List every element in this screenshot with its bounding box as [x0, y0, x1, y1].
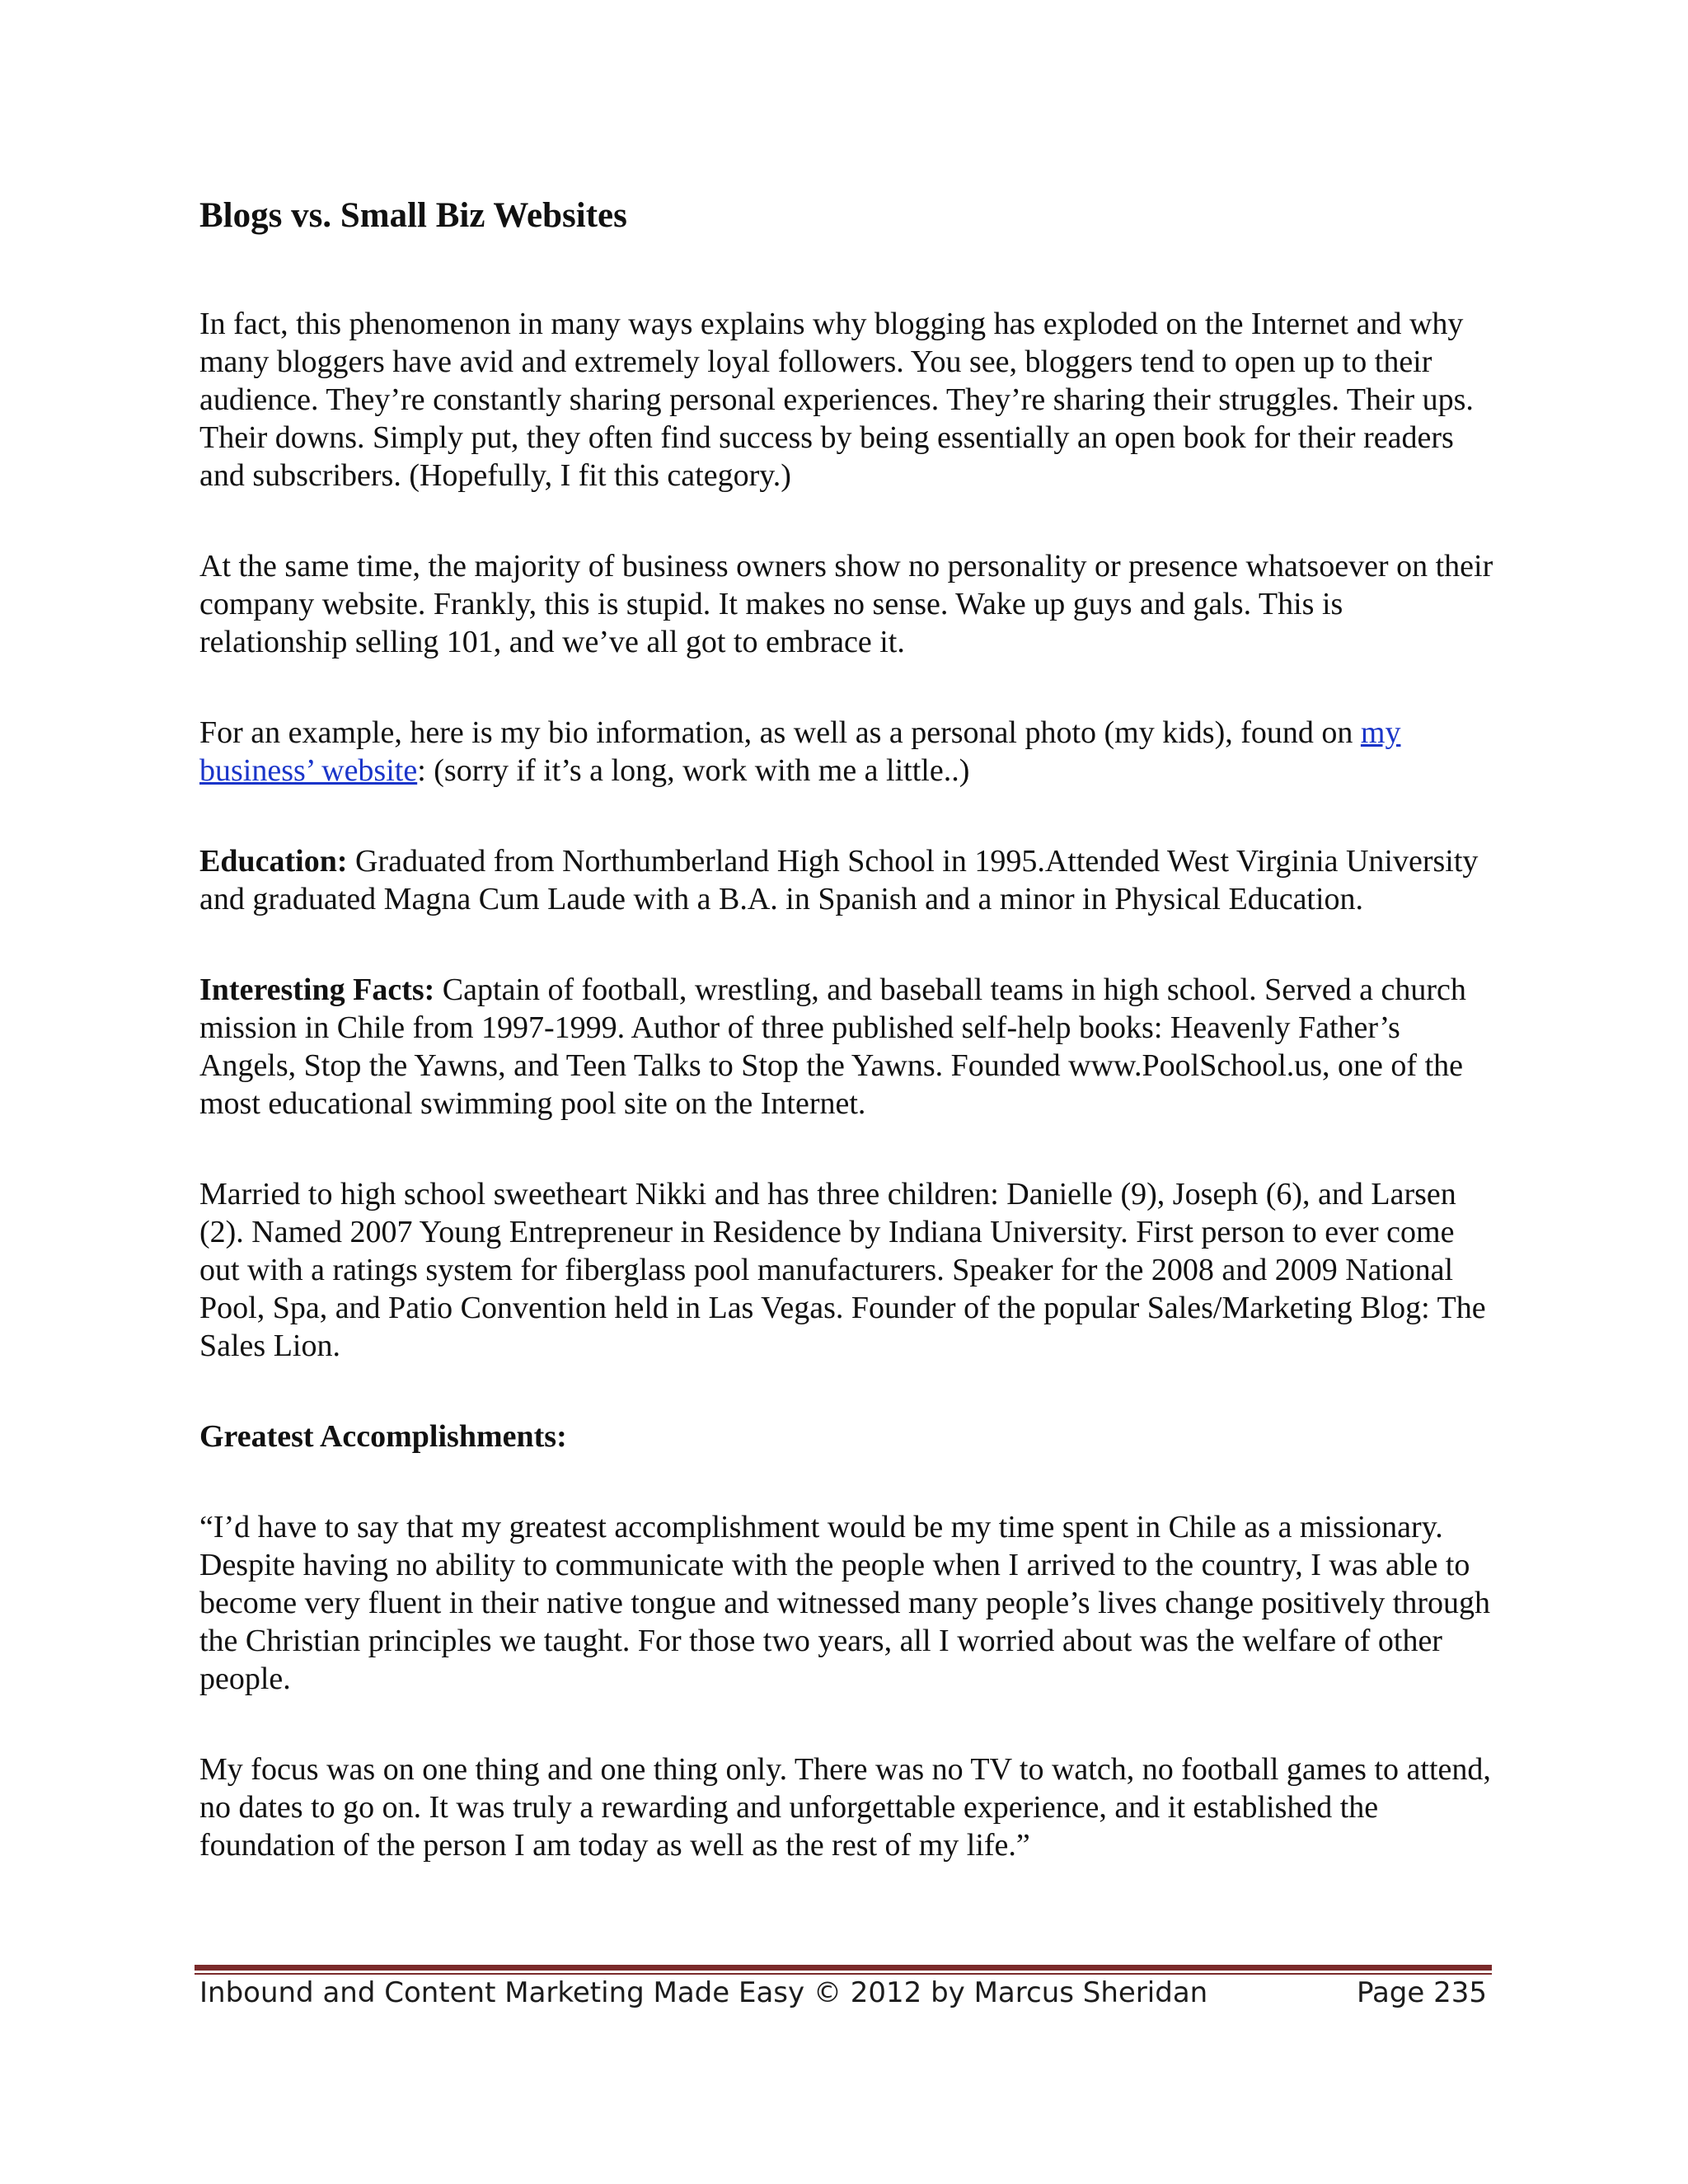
bio-intro-suffix: : (sorry if it’s a long, work with me a little..) [417, 752, 970, 788]
paragraph-blogging: In fact, this phenomenon in many ways explains why blogging has exploded on the Internet and why many bloggers have avid and extremely loyal followers. You see, bloggers tend to open up to their audience. They’re constantly sharing personal experiences. They’re sharing their struggles. Their ups. Their downs. Simply put, they often find success by being essentially an open book for their readers and subscribers. (Hopefully, I fit this category.) [199, 306, 1474, 493]
section-title: Blogs vs. Small Biz Websites [199, 196, 627, 235]
education-text: Graduated from Northumberland High School in 1995.Attended West Virginia University and graduated Magna Cum Laude with a B.A. in Spanish and a minor in Physical Education. [199, 843, 1479, 916]
paragraph-education [199, 842, 1493, 918]
paragraph-quote-chile: “I’d have to say that my greatest accomplishment would be my time spent in Chile as a missionary. Despite having no ability to communicate with the people when I arrived to the country, I was able to become very fluent in their native tongue and witnessed many people’s lives change positively through the Christian principles we taught. For those two years, all I worried about was the welfare of other people. [199, 1509, 1491, 1696]
bio-intro-text: For an example, here is my bio information, as well as a personal photo (my kids), found on [199, 715, 1361, 750]
paragraph-business-owners: At the same time, the majority of business owners show no personality or presence whatsoever on their company website. Frankly, this is stupid. It makes no sense. Wake up guys and gals. This is relationship selling 101, and we’ve all got to embrace it. [199, 548, 1493, 659]
paragraph-quote-focus: My focus was on one thing and one thing only. There was no TV to watch, no football games to attend, no dates to go on. It was truly a rewarding and unforgettable experience, and it established the foundation of the person I am today as well as the rest of my life.” [199, 1751, 1491, 1863]
interesting-facts-text: Captain of football, wrestling, and baseball teams in high school. Served a church mission in Chile from 1997-1999. Author of three published self-help books: Heavenly Father’s Angels, Stop the Yawns, and Teen Talks to Stop the Yawns. Founded www.PoolSchool.us, one of the most educational swimming pool site on the Internet. [199, 972, 1466, 1121]
footer-divider-thin [195, 1973, 1492, 1975]
paragraph-bio-intro [199, 714, 1493, 790]
page-number: Page 235 [1356, 1976, 1487, 2009]
interesting-facts-label: Interesting Facts: [199, 972, 435, 1007]
business-website-link[interactable]: my business’ website [199, 715, 1401, 788]
page-footer [199, 1976, 1487, 2018]
accomplishments-label: Greatest Accomplishments: [199, 1418, 567, 1454]
paragraph-interesting-facts [199, 971, 1493, 1122]
page-content [199, 194, 1493, 1917]
paragraph-family-achievements: Married to high school sweetheart Nikki and has three children: Danielle (9), Joseph (6), and Larsen (2). Named 2007 Young Entrepreneur in Residence by Indiana University. First person to ever come out with a ratings system for fiberglass pool manufacturers. Speaker for the 2008 and 2009 National Pool, Spa, and Patio Convention held in Las Vegas. Founder of the popular Sales/Marketing Blog: The Sales Lion. [199, 1176, 1486, 1363]
education-label: Education: [199, 843, 348, 879]
footer-divider-thick [195, 1965, 1492, 1971]
accomplishments-heading [199, 1418, 1493, 1455]
footer-copyright: Inbound and Content Marketing Made Easy © 2012 by Marcus Sheridan [199, 1976, 1208, 2009]
